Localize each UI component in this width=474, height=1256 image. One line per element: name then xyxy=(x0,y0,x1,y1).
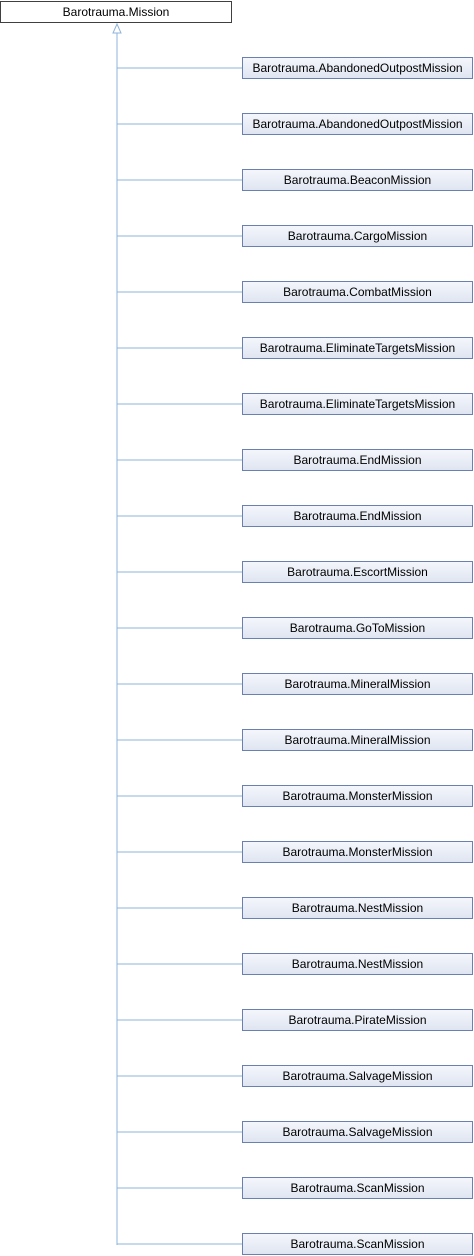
derived-class-node[interactable] xyxy=(242,225,473,247)
derived-class-node[interactable] xyxy=(242,1009,473,1031)
derived-class-node[interactable] xyxy=(242,337,473,359)
derived-class-node[interactable] xyxy=(242,281,473,303)
inheritance-arrowhead xyxy=(113,24,121,33)
derived-class-node[interactable] xyxy=(242,729,473,751)
derived-class-label: Barotrauma.EliminateTargetsMission xyxy=(259,397,456,411)
derived-class-node[interactable] xyxy=(242,1065,473,1087)
derived-class-label: Barotrauma.AbandonedOutpostMission xyxy=(252,117,463,131)
derived-class-label: Barotrauma.MonsterMission xyxy=(282,845,433,859)
derived-class-label: Barotrauma.EndMission xyxy=(293,509,422,523)
derived-class-node[interactable] xyxy=(242,449,473,471)
derived-class-label: Barotrauma.AbandonedOutpostMission xyxy=(252,61,463,75)
derived-class-label: Barotrauma.MineralMission xyxy=(284,677,431,691)
derived-class-node[interactable] xyxy=(242,841,473,863)
derived-class-node[interactable] xyxy=(242,953,473,975)
derived-class-label: Barotrauma.GoToMission xyxy=(289,621,426,635)
derived-class-node[interactable] xyxy=(242,1121,473,1143)
derived-class-label: Barotrauma.PirateMission xyxy=(288,1013,427,1027)
derived-class-label: Barotrauma.NestMission xyxy=(291,901,424,915)
derived-class-label: Barotrauma.EliminateTargetsMission xyxy=(259,341,456,355)
derived-class-node[interactable] xyxy=(242,673,473,695)
derived-class-node[interactable] xyxy=(242,1233,473,1255)
derived-class-label: Barotrauma.MineralMission xyxy=(284,733,431,747)
derived-class-label: Barotrauma.EscortMission xyxy=(287,565,428,579)
derived-class-node[interactable] xyxy=(242,1177,473,1199)
derived-class-node[interactable] xyxy=(242,617,473,639)
derived-class-node[interactable] xyxy=(242,897,473,919)
derived-class-label: Barotrauma.MonsterMission xyxy=(282,789,433,803)
derived-class-label: Barotrauma.BeaconMission xyxy=(283,173,432,187)
derived-class-node[interactable] xyxy=(242,785,473,807)
derived-class-node[interactable] xyxy=(242,169,473,191)
derived-class-label: Barotrauma.ScanMission xyxy=(290,1181,425,1195)
derived-class-label: Barotrauma.SalvageMission xyxy=(282,1069,433,1083)
derived-class-label: Barotrauma.ScanMission xyxy=(290,1237,425,1251)
derived-class-node[interactable] xyxy=(242,561,473,583)
derived-class-label: Barotrauma.CombatMission xyxy=(283,285,432,299)
derived-class-node[interactable] xyxy=(242,393,473,415)
base-class-label: Barotrauma.Mission xyxy=(62,5,170,19)
derived-class-label: Barotrauma.CargoMission xyxy=(287,229,428,243)
derived-class-label: Barotrauma.NestMission xyxy=(291,957,424,971)
derived-class-node[interactable] xyxy=(242,113,473,135)
base-class-node[interactable] xyxy=(0,1,232,23)
derived-class-label: Barotrauma.SalvageMission xyxy=(282,1125,433,1139)
derived-class-node[interactable] xyxy=(242,57,473,79)
derived-class-node[interactable] xyxy=(242,505,473,527)
derived-class-label: Barotrauma.EndMission xyxy=(293,453,422,467)
